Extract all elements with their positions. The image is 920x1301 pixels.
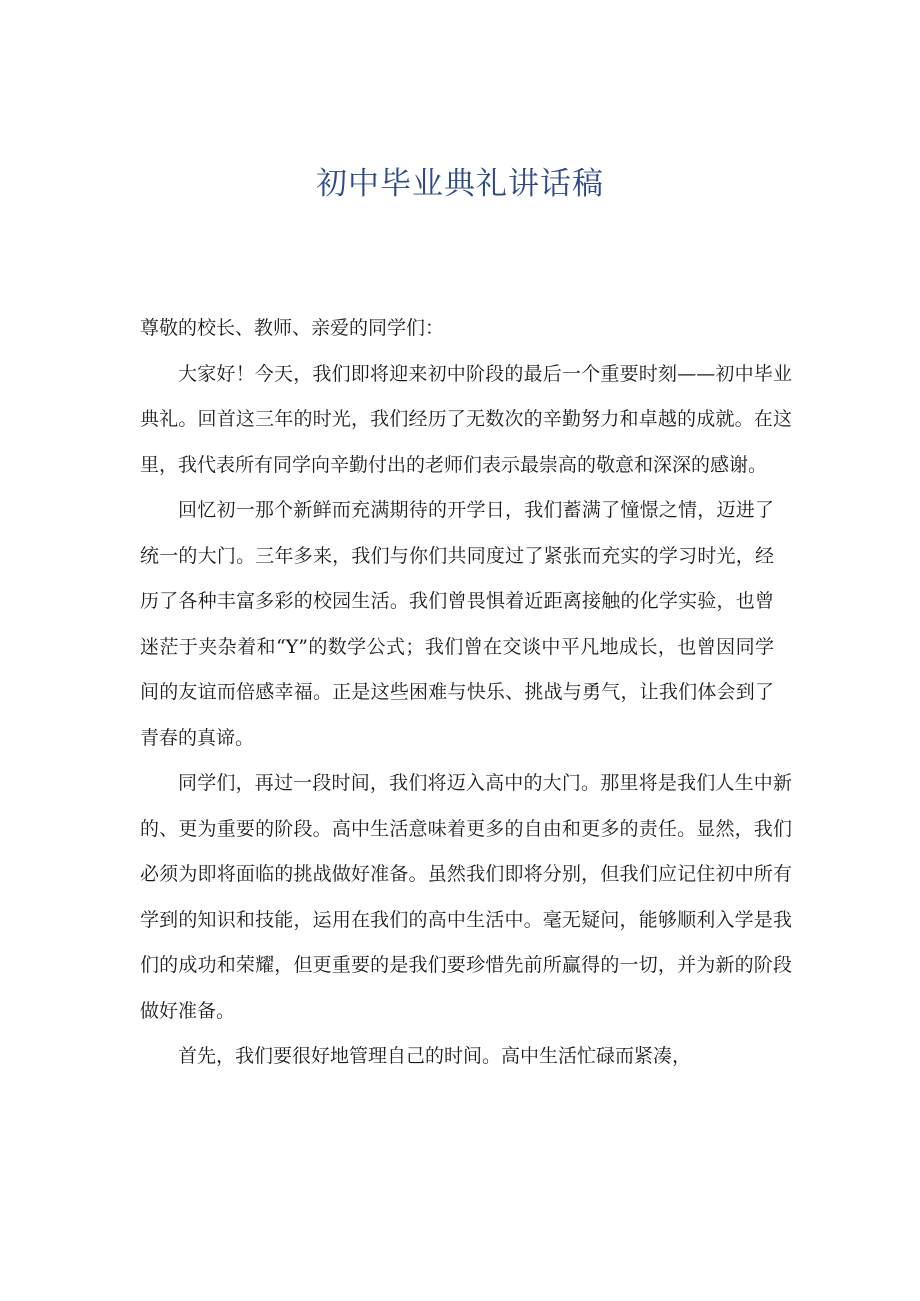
paragraph-high-school: 同学们，再过一段时间，我们将迈入高中的大门。那里将是我们人生中新的、更为重要的阶段。高中生活意味着更多的自由和更多的责任。显然，我们必须为即将面临的挑战做好准备。虽然我们即将分别，但我们应记住初中所有学到的知识和技能，运用在我们的高中生活中。毫无疑问，能够顺利入学是我们的成功和荣耀，但更重要的是我们要珍惜先前所赢得的一切，并为新的阶段做好准备。	[140, 772, 792, 1022]
document-title: 初中毕业典礼讲话稿	[316, 166, 604, 202]
paragraph-memories: 回忆初一那个新鲜而充满期待的开学日，我们蓄满了憧憬之情，迈进了统一的大门。三年多来，我们与你们共同度过了紧张而充实的学习时光，经历了各种丰富多彩的校园生活。我们曾畏惧着近距离接触的化学实验，也曾迷茫于夹杂着和“Y”的数学公式；我们曾在交谈中平凡地成长，也曾因同学间的友谊而倍感幸福。正是这些困难与快乐、挑战与勇气，让我们体会到了青春的真谛。	[140, 499, 774, 749]
document-body	[140, 306, 792, 1080]
greeting-line: 尊敬的校长、教师、亲爱的同学们：	[140, 317, 445, 339]
paragraph-opening: 大家好！今天，我们即将迎来初中阶段的最后一个重要时刻——初中毕业典礼。回首这三年的时光，我们经历了无数次的辛勤努力和卓越的成就。在这里，我代表所有同学向辛勤付出的老师们表示最崇高的敬意和深深的感谢。	[140, 362, 792, 476]
paragraph-time-management: 首先，我们要很好地管理自己的时间。高中生活忙碌而紧凑，	[178, 1045, 692, 1067]
